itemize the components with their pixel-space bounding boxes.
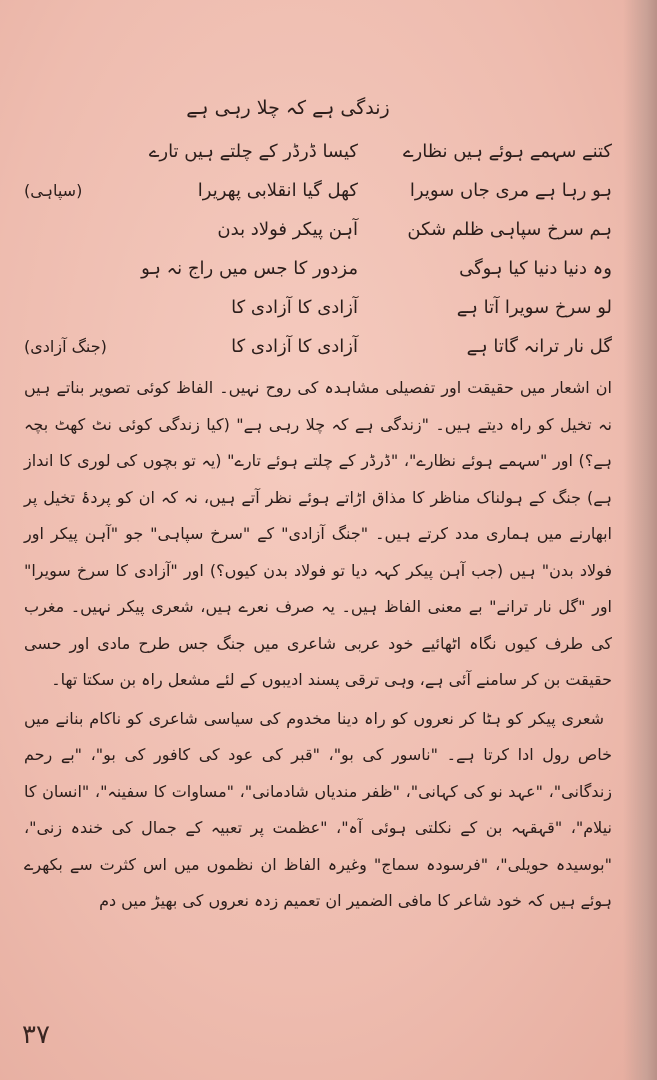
verse-source-note: (سپاہی) <box>24 181 83 200</box>
verse-second-hemistich: مزدور کا جس میں راج نہ ہو <box>141 258 358 279</box>
verse-second-hemistich: آزادی کا آزادی کا <box>231 297 358 318</box>
verse-second-hemistich: کھل گیا انقلابی پھریرا <box>197 180 358 201</box>
verse-first-hemistich: گل نار ترانہ گاتا ہے <box>466 336 612 357</box>
verse-first-hemistich: وہ دنیا دنیا کیا ہوگی <box>459 258 612 279</box>
body-paragraph: شعری پیکر کو ہٹا کر نعروں کو راہ دینا مخدوم کی سیاسی شاعری کو ناکام بنانے میں خاص رول ادا کرتا ہے۔ "ناسور کی بو"، "قبر کی عود کی کافور کی بو"، "بے رحم زندگانی"، "عہد نو کی کہانی"، "ظفر مندیاں شادمانی"، "مساوات کا سفینہ"، "انسان کا نیلام"، "قہقہہ بن کے نکلتی ہوئی آہ"، "عظمت پر تعبیہ کے جمال کی خندہ زنی"، "بوسیدہ حویلی"، "فرسودہ سماج" وغیرہ الفاظ ان نظموں میں اس کثرت سے بکھرے ہوئے ہیں کہ خود شاعر کا مافی الضمیر ان تعمیم زدہ نعروں کی بھیڑ میں دم <box>24 708 612 910</box>
verse-second-hemistich: کیسا ڈرڈر کے چلتے ہیں تارے <box>148 141 358 162</box>
verse-source-note <box>24 249 128 288</box>
verse-second-hemistich: آہن پیکر فولاد بدن <box>217 219 358 240</box>
verse-first-hemistich: ہو رہا ہے مری جاں سویرا <box>409 180 612 201</box>
verse-second-hemistich: آزادی کا آزادی کا <box>231 336 358 357</box>
poem-title: زندگی ہے کہ چلا رہی ہے <box>186 97 390 119</box>
verse-source-note <box>24 288 128 327</box>
verse-line <box>24 288 612 327</box>
body-paragraph: ان اشعار میں حقیقت اور تفصیلی مشاہدہ کی روح نہیں۔ الفاظ کوئی تصویر بناتے ہیں نہ تخیل کو راہ دیتے ہیں۔ "زندگی ہے کہ چلا رہی ہے" (کیا زندگی کوئی نٹ کھٹ بچہ ہے؟) اور "سہمے ہوئے نظارے"، "ڈرڈر کے چلتے ہوئے تارے" (یہ تو بچوں کی لوری کا انداز ہے) جنگ کے ہولناک مناظر کا مذاق اڑاتے ہوئے نظر آتے ہیں، نہ کہ ان کو پردۂ تخیل پر ابھارنے میں ہماری مدد کرتے ہیں۔ "جنگ آزادی" کے "سرخ سپاہی" جو "آہن پیکر اور فولاد بدن" ہیں (جب آہن پیکر کہہ دیا تو فولاد بدن کیوں؟) اور "آزادی کا سرخ سویرا" اور "گل نار ترانے" بے معنی الفاظ ہیں۔ یہ صرف نعرے ہیں، شعری پیکر نہیں۔ مغرب کی طرف کیوں نگاہ اٹھائیے خود عربی شاعری میں جنگ جس طرح مادی اور حسی حقیقت بن کر سامنے آئی ہے، وہی ترقی پسند ادیبوں کے لئے مشعل راہ بن سکتا تھا۔ <box>24 378 612 689</box>
verse-source-note: (جنگ آزادی) <box>24 337 107 356</box>
verse-line <box>24 132 612 171</box>
verse-source-note <box>24 210 128 249</box>
verse-first-hemistich: کتنے سہمے ہوئے ہیں نظارے <box>402 141 612 162</box>
page-content <box>24 92 612 920</box>
page-number: ۳۷ <box>22 1020 50 1050</box>
verse-first-hemistich: لو سرخ سویرا آتا ہے <box>456 297 612 318</box>
verse-line <box>24 171 612 210</box>
poem-verses <box>24 132 612 366</box>
verse-line <box>24 327 612 366</box>
verse-first-hemistich: ہم سرخ سپاہی ظلم شکن <box>407 219 612 240</box>
verse-line <box>24 210 612 249</box>
page-edge-shadow <box>623 0 657 1080</box>
verse-line <box>24 249 612 288</box>
verse-source-note <box>24 132 128 171</box>
